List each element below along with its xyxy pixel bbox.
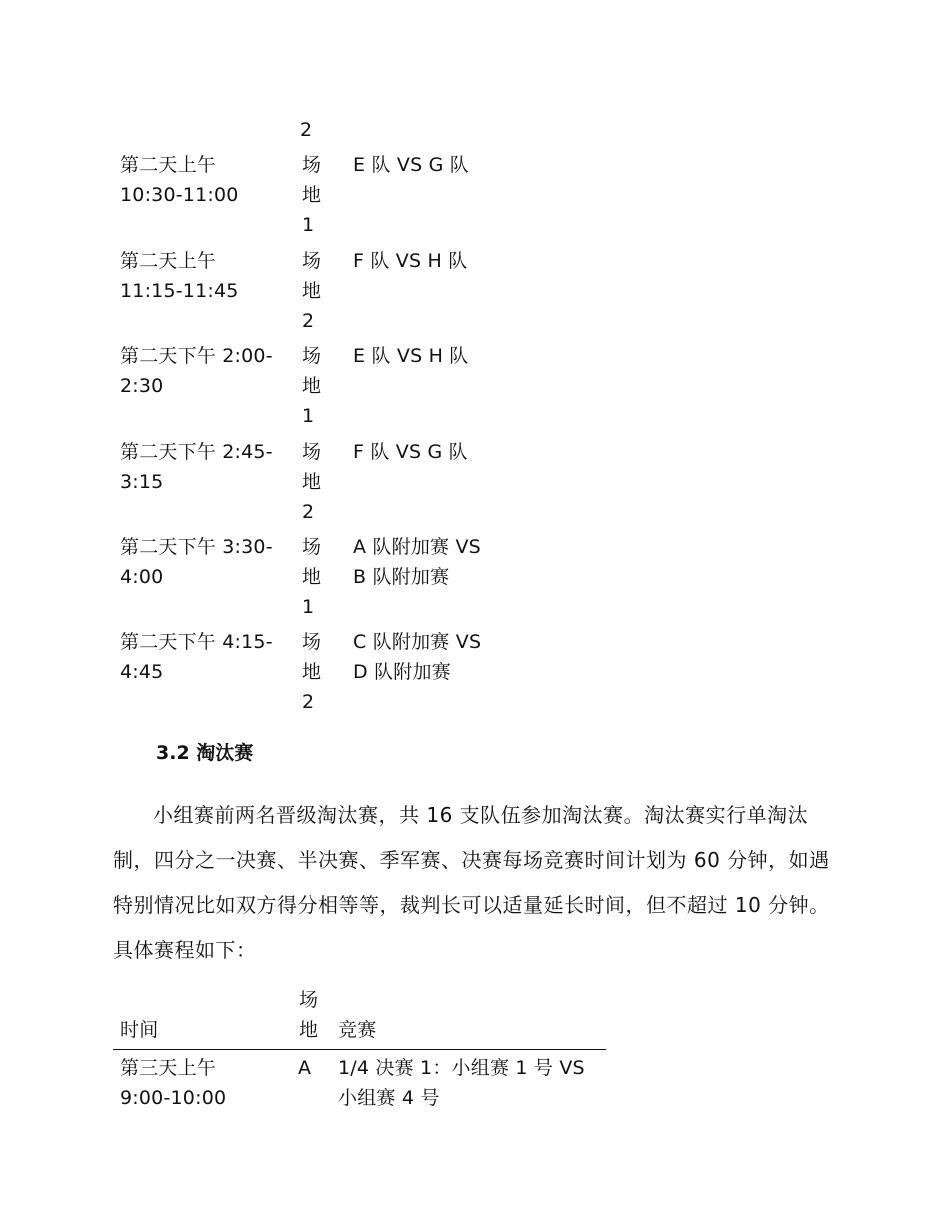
match-cell: A 队附加赛 VS [353, 536, 481, 558]
match-cell: B 队附加赛 [353, 566, 450, 588]
section-heading: 3.2 淘汰赛 [156, 742, 254, 764]
match-cell: D 队附加赛 [353, 661, 451, 683]
venue-cell: 地 [302, 184, 322, 206]
venue-cell: 场 [302, 631, 322, 653]
venue-cell: 1 [302, 214, 315, 236]
venue-cell: 地 [302, 280, 322, 302]
header-venue: 场 [299, 989, 319, 1011]
match-cell: F 队 VS H 队 [353, 250, 468, 272]
venue-cell: 2 [302, 310, 315, 332]
venue-cell: 1 [302, 405, 315, 427]
time-cell: 4:00 [120, 566, 164, 588]
venue-cell: 地 [302, 375, 322, 397]
match-cell: C 队附加赛 VS [353, 631, 482, 653]
time-cell: 第二天下午 3:30- [120, 536, 273, 558]
time-cell: 2:30 [120, 375, 164, 397]
match-cell: 1/4 决赛 1：小组赛 1 号 VS [338, 1057, 585, 1079]
venue-cell: 地 [302, 661, 322, 683]
venue-cell: 2 [302, 501, 315, 523]
time-cell: 第二天下午 2:00- [120, 345, 273, 367]
venue-cell: 场 [302, 536, 322, 558]
time-cell: 9:00-10:00 [120, 1087, 227, 1109]
time-cell: 第二天上午 [120, 154, 217, 176]
time-cell: 第二天下午 4:15- [120, 631, 273, 653]
section-paragraph: 小组赛前两名晋级淘汰赛，共 16 支队伍参加淘汰赛。淘汰赛实行单淘汰制，四分之一决赛、半决赛、季军赛、决赛每场竞赛时间计划为 60 分钟，如遇特别情况比如双方得分相等等，裁判长可以适量延长时间，但不超过 10 分钟。具体赛程如下： [113, 803, 830, 962]
venue-cell: 场 [302, 250, 322, 272]
venue-cell: 1 [302, 596, 315, 618]
venue-cell: 地 [302, 566, 322, 588]
match-cell: E 队 VS H 队 [353, 345, 469, 367]
time-cell: 第二天下午 2:45- [120, 441, 273, 463]
venue-cell: 场 [302, 441, 322, 463]
venue-cell: 2 [302, 691, 315, 713]
time-cell: 10:30-11:00 [120, 184, 239, 206]
match-cell: F 队 VS G 队 [353, 441, 468, 463]
venue-cell: 场 [302, 345, 322, 367]
match-cell: E 队 VS G 队 [353, 154, 469, 176]
header-match: 竞赛 [338, 1019, 377, 1041]
table-header-divider [113, 1049, 606, 1050]
header-venue: 地 [299, 1019, 319, 1041]
time-cell: 4:45 [120, 661, 164, 683]
venue-cell: A [298, 1057, 312, 1079]
time-cell: 第二天上午 [120, 250, 217, 272]
venue-cell: 地 [302, 471, 322, 493]
venue-cell: 场 [302, 154, 322, 176]
header-time: 时间 [120, 1019, 159, 1041]
venue-cell: 2 [300, 119, 313, 141]
time-cell: 第三天上午 [120, 1057, 217, 1079]
time-cell: 11:15-11:45 [120, 280, 239, 302]
time-cell: 3:15 [120, 471, 164, 493]
match-cell: 小组赛 4 号 [338, 1087, 440, 1109]
